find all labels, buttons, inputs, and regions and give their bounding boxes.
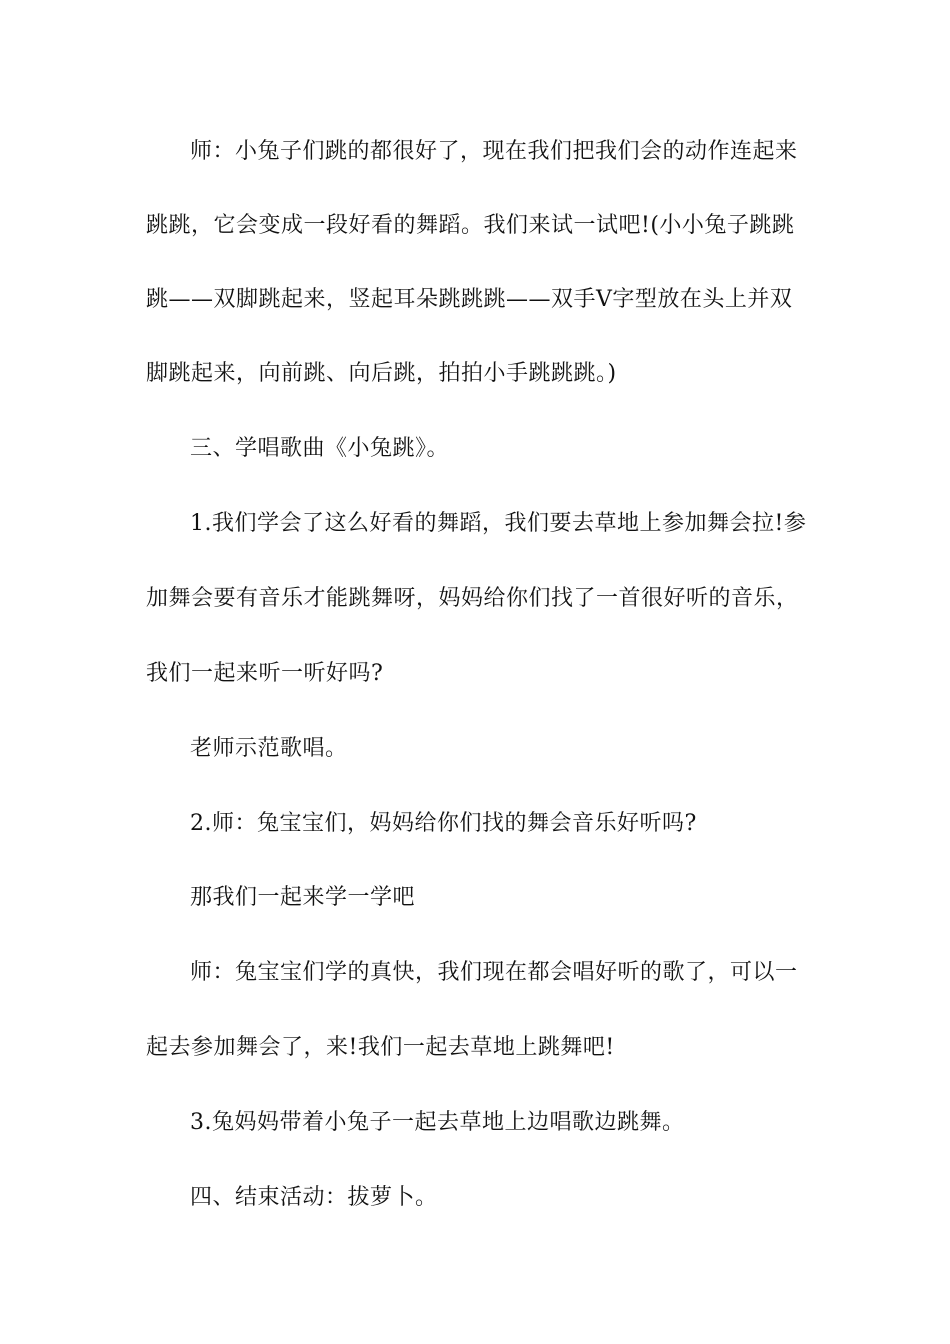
text-line: 起去参加舞会了，来!我们一起去草地上跳舞吧!	[146, 1035, 615, 1060]
section-heading: 四、结束活动：拔萝卜。	[190, 1185, 438, 1210]
section-heading: 三、学唱歌曲《小兔跳》。	[190, 436, 450, 461]
text-line: 跳跳，它会变成一段好看的舞蹈。我们来试一试吧!(小小兔子跳跳	[146, 213, 795, 238]
text-line: 加舞会要有音乐才能跳舞呀，妈妈给你们找了一首很好听的音乐，	[146, 586, 799, 611]
text-line: 我们一起来听一听好吗?	[146, 661, 384, 686]
text-line: 2.师：兔宝宝们，妈妈给你们找的舞会音乐好听吗?	[190, 811, 697, 836]
text-line: 师：兔宝宝们学的真快，我们现在都会唱好听的歌了，可以一	[190, 960, 798, 985]
text-line: 3.兔妈妈带着小兔子一起去草地上边唱歌边跳舞。	[190, 1110, 685, 1135]
text-line: 跳——双脚跳起来，竖起耳朵跳跳跳——双手V字型放在头上并双	[146, 287, 793, 312]
text-line: 脚跳起来，向前跳、向后跳，拍拍小手跳跳跳。)	[146, 361, 617, 386]
text-line: 老师示范歌唱。	[190, 736, 348, 761]
text-line: 那我们一起来学一学吧	[190, 885, 416, 910]
text-line: 师：小兔子们跳的都很好了，现在我们把我们会的动作连起来	[190, 139, 798, 164]
text-line: 1.我们学会了这么好看的舞蹈，我们要去草地上参加舞会拉!参	[190, 511, 807, 536]
